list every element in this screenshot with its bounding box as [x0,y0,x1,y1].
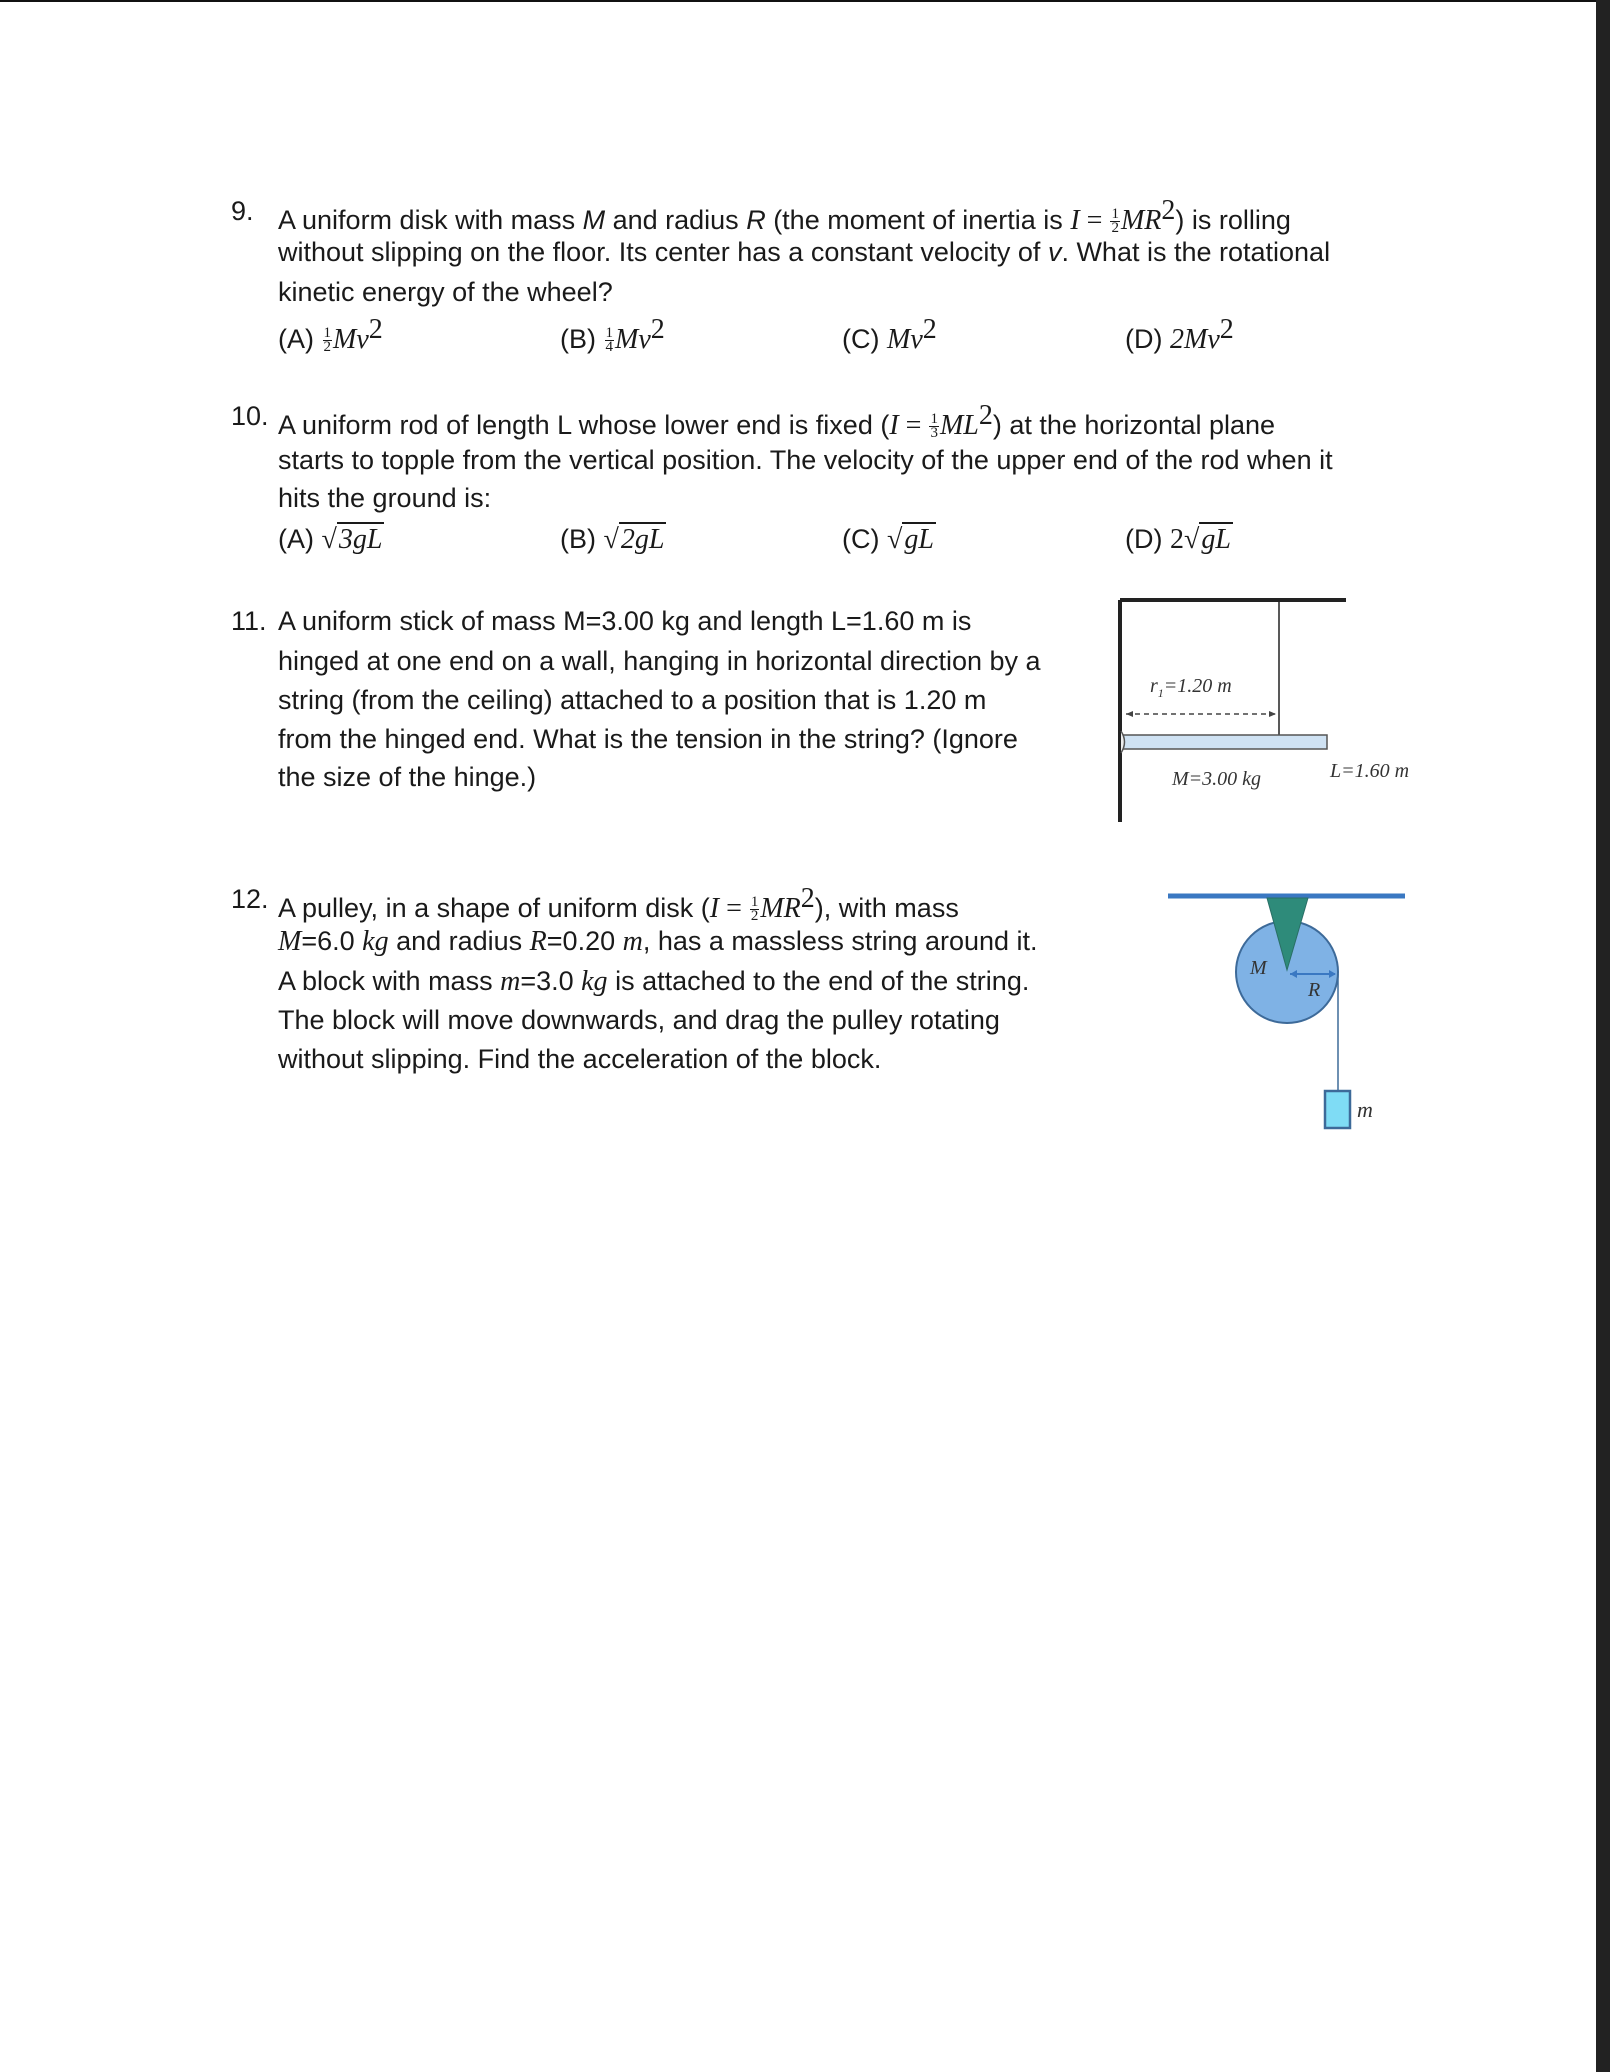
fraction: $\frac{1}{2}$ [1111,206,1119,237]
option-a: (A) $\frac{1}{2}$ Mv$^2$ [278,314,383,356]
question-text-line: kinetic energy of the wheel? [278,277,613,307]
question-text-line: string (from the ceiling) attached to a position that is 1.20 m [278,685,987,715]
right-scrollbar-edge [1596,0,1610,2072]
question-text-line [278,195,1291,237]
pulley-diagram [1150,870,1450,1150]
length-label: L=1.60 m [1330,760,1410,782]
option-b: (B) $\frac{1}{4}$ Mv$^2$ [560,314,665,356]
question-text-line: M=6.0 kg and radius R=0.20 m, has a massless string around it. [278,926,1038,957]
question-text-line: A pulley, in a shape of uniform disk (I = $\frac{1}{2}$ $MR^2$), with mass [278,883,959,925]
question-text-line: hinged at one end on a wall, hanging in horizontal direction by a [278,646,1041,676]
mass-label: M=3.00 kg [1172,768,1262,790]
text: ) is rolling [1175,205,1291,235]
question-text-line: the size of the hinge.) [278,762,537,792]
option-c: (C) Mv$^2$ [842,314,937,355]
block-mass-label: m [1357,1097,1373,1122]
math: = [1079,205,1110,236]
math: MR [1120,205,1162,236]
question-text-line: A uniform stick of mass M=3.00 kg and length L=1.60 m is [278,606,972,636]
var-v: v [1047,237,1062,267]
hinged-stick-diagram [1100,580,1450,840]
question-number: 10. [231,401,269,431]
radius-label: R [1308,979,1321,1001]
question-text-line: A uniform rod of length L whose lower end is fixed (I = $\frac{1}{3}$ $ML^2$) at the horizontal plane [278,400,1276,442]
text: (the moment of inertia is [765,205,1071,235]
text: and radius [605,205,747,235]
option-d: (D) 2√gL [1125,524,1231,555]
stick [1123,735,1327,749]
question-text-line: starts to topple from the vertical position. The velocity of the upper end of the rod when it [278,445,1333,475]
option-b: (B) √2gL [560,524,665,555]
page-top-border [0,0,1596,2]
option-c: (C) √gL [842,524,934,555]
text: A uniform disk with mass [278,205,583,235]
math: I [1070,205,1080,236]
question-text-line: The block will move downwards, and drag the pulley rotating [278,1005,1000,1035]
question-number: 9. [231,196,254,226]
fraction: $\frac{1}{2}$ [750,894,759,925]
question-number: 11. [231,606,267,636]
r1-label: $r_1=1.20$ m [1150,675,1232,700]
question-text-line: without slipping. Find the acceleration of the block. [278,1044,882,1074]
pulley-mass-label: M [1250,957,1267,979]
option-a: (A) √3gL [278,524,383,555]
block [1325,1091,1350,1128]
question-text-line: from the hinged end. What is the tension in the string? (Ignore [278,724,1018,754]
question-text-line: hits the ground is: [278,483,492,513]
text: . What is the rotational [1061,237,1331,267]
question-text-line [278,236,1330,268]
var-M: M [582,205,606,235]
text: without slipping on the floor. Its center has a constant velocity of [278,237,1048,267]
exponent: 2 [1161,195,1176,226]
var-R: R [746,205,766,235]
fraction: $\frac{1}{3}$ [930,411,938,442]
option-d: (D) 2Mv$^2$ [1125,314,1234,355]
question-text-line: A block with mass m=3.0 kg is attached to the end of the string. [278,966,1030,997]
question-number: 12. [231,884,269,914]
